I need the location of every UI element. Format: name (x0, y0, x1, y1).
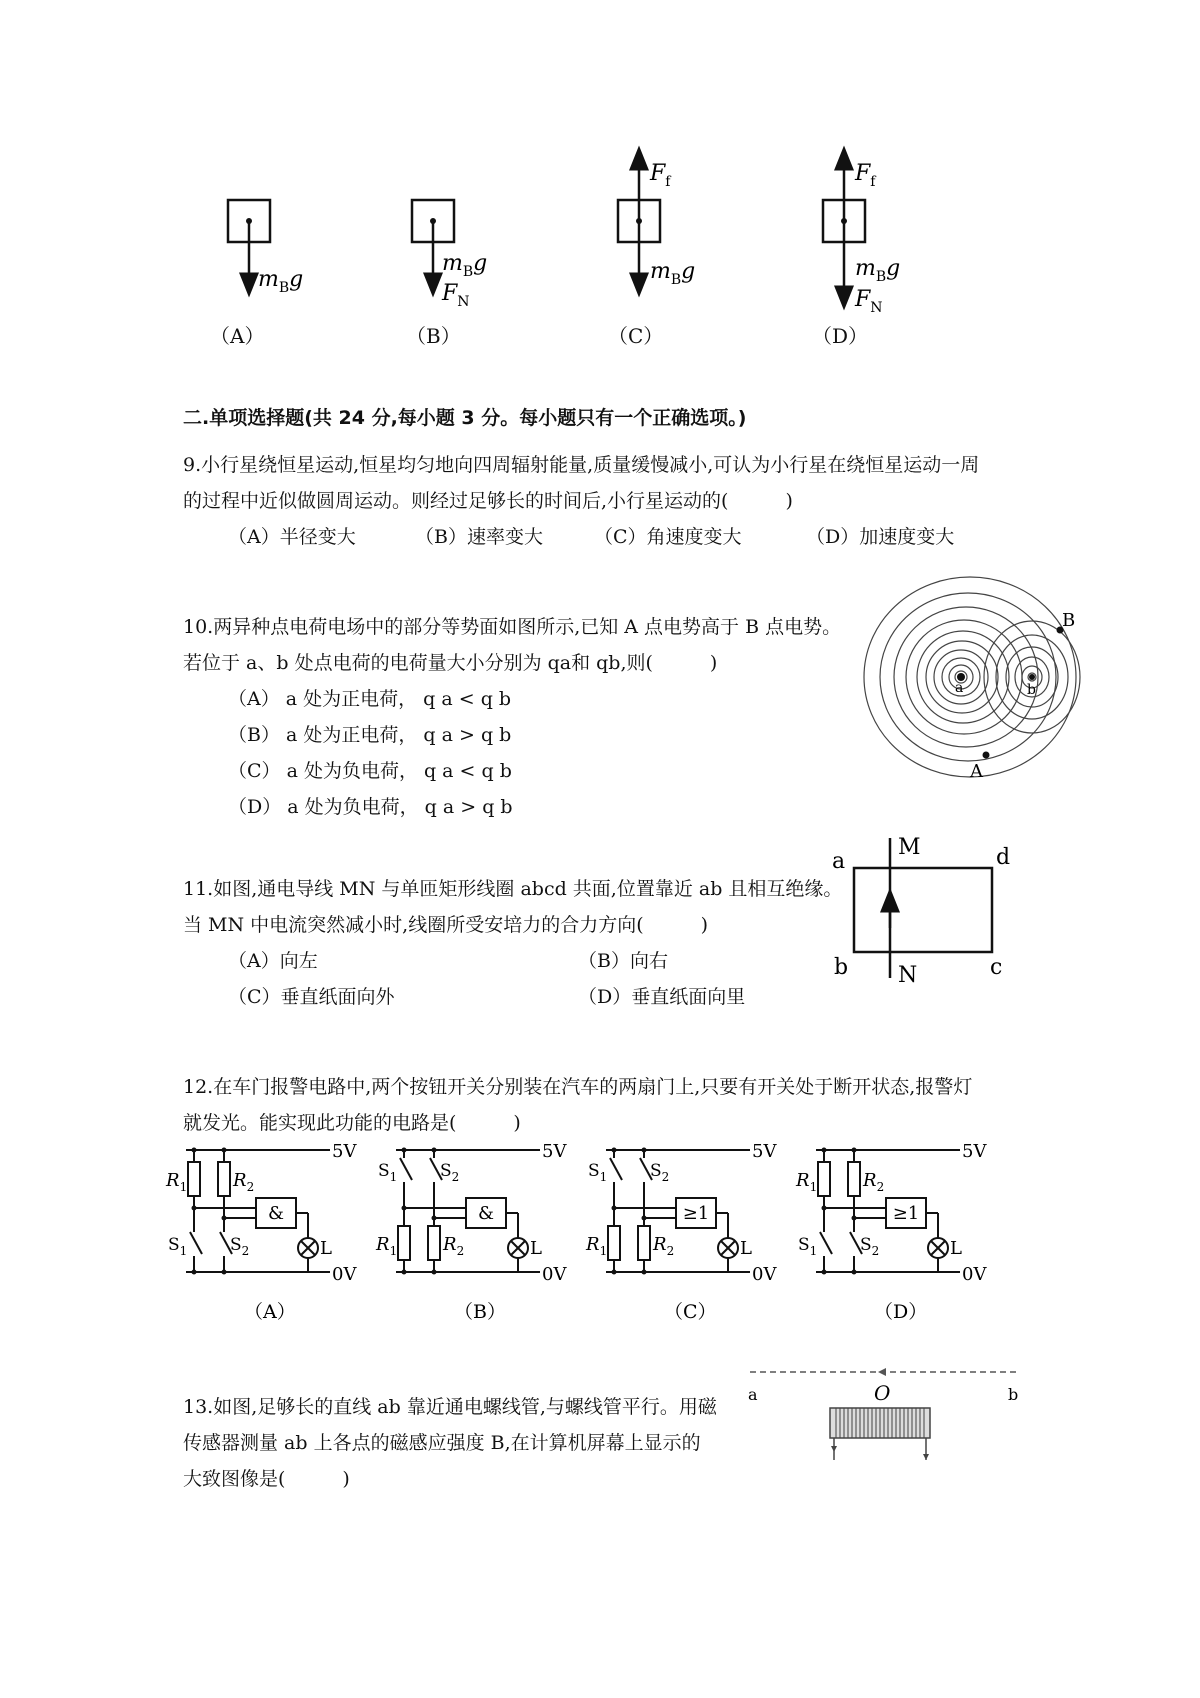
label-a: a (832, 849, 846, 874)
label-5v: 5V (542, 1141, 567, 1162)
circuit-label: （B） (454, 1301, 506, 1323)
q11-line2: 当 MN 中电流突然减小时,线圈所受安培力的合力方向( ) (183, 914, 709, 936)
label-b: b (834, 955, 849, 980)
fbd-c-weight: $m_Bg$ (650, 259, 696, 288)
resistor-r2: $R_2$ (653, 1234, 675, 1258)
equipotential-figure (862, 572, 1088, 782)
charge-b-dot (1029, 674, 1035, 680)
resistor-r2: $R_2$ (233, 1170, 255, 1194)
q12-line2: 就发光。能实现此功能的电路是( ) (183, 1112, 521, 1134)
resistor-r2: $R_2$ (863, 1170, 885, 1194)
switch-s1: $S_1$ (798, 1235, 818, 1258)
label-5v: 5V (962, 1141, 987, 1162)
point-a-label: A (970, 761, 983, 782)
coil-figure (830, 828, 1020, 988)
fbd-a (228, 200, 303, 296)
label-c: c (990, 955, 1003, 980)
switch-s2: $S_2$ (440, 1161, 460, 1184)
label-0v: 0V (752, 1264, 777, 1285)
circuit-label: （A） (244, 1301, 296, 1323)
section-title: 二.单项选择题(共 24 分,每小题 3 分。每小题只有一个正确选项。) (183, 407, 747, 429)
fbd-b (412, 200, 487, 310)
label-m: M (898, 835, 921, 860)
fbd-label-d: （D） (812, 324, 869, 348)
q9-line1: 9.小行星绕恒星运动,恒星均匀地向四周辐射能量,质量缓慢减小,可认为小行星在绕恒星运动一周 (183, 454, 980, 476)
fbd-a-weight: $m_Bg$ (258, 267, 304, 296)
lamp-label: L (320, 1238, 332, 1259)
fbd-svg (0, 140, 1200, 360)
label-0v: 0V (332, 1264, 357, 1285)
switch-s1: $S_1$ (168, 1235, 188, 1258)
q10-line2: 若位于 a、b 处点电荷的电荷量大小分别为 qa和 qb,则( ) (183, 652, 718, 674)
gate-symbol: & (267, 1203, 285, 1224)
switch-s1: $S_1$ (588, 1161, 608, 1184)
label-0v: 0V (542, 1264, 567, 1285)
fbd-label-b: （B） (406, 324, 461, 348)
resistor-r2: $R_2$ (443, 1234, 465, 1258)
q11-line1: 11.如图,通电导线 MN 与单匝矩形线圈 abcd 共面,位置靠近 ab 且相互绝缘。 (183, 878, 843, 900)
q10-option-d: （D） a 处为负电荷， q a > q b (228, 796, 513, 818)
q13-line1: 13.如图,足够长的直线 ab 靠近通电螺线管,与螺线管平行。用磁 (183, 1396, 717, 1418)
label-n: N (898, 963, 918, 988)
circuit-c (585, 1141, 777, 1323)
q13-line3: 大致图像是( ) (183, 1468, 350, 1490)
q9-option-d: （D）加速度变大 (806, 526, 955, 548)
q11-option-b: （B）向右 (578, 950, 668, 972)
fbd-d-friction: $F_f$ (855, 161, 876, 190)
q11-option-c: （C）垂直纸面向外 (228, 986, 395, 1008)
coil-svg (830, 828, 1020, 988)
point-a-dot (983, 752, 990, 759)
circuit-a (165, 1141, 357, 1323)
lamp-label: L (740, 1238, 752, 1259)
q13-line2: 传感器测量 ab 上各点的磁感应强度 B,在计算机屏幕上显示的 (183, 1432, 701, 1454)
label-5v: 5V (752, 1141, 777, 1162)
circuit-label: （D） (874, 1301, 928, 1323)
circuits-row (166, 1140, 1030, 1330)
q11-option-d: （D）垂直纸面向里 (578, 986, 746, 1008)
charge-b-label: b (1027, 682, 1036, 698)
q10-option-b: （B） a 处为正电荷， q a > q b (228, 724, 512, 746)
lamp-label: L (950, 1238, 962, 1259)
q9-option-a: （A）半径变大 (228, 526, 356, 548)
switch-s2: $S_2$ (860, 1235, 880, 1258)
circuit-label: （C） (664, 1301, 717, 1323)
q10-option-c: （C） a 处为负电荷， q a < q b (228, 760, 512, 782)
fbd-c (618, 158, 695, 288)
label-0v: 0V (962, 1264, 987, 1285)
q9-option-c: （C）角速度变大 (594, 526, 742, 548)
fbd-b-normal: $F_N$ (442, 281, 470, 310)
free-body-diagrams (0, 140, 1200, 360)
resistor-r1: $R_1$ (796, 1170, 818, 1194)
solenoid-figure (746, 1360, 1022, 1470)
label-5v: 5V (332, 1141, 357, 1162)
fbd-label-a: （A） (210, 324, 265, 348)
solenoid-svg (746, 1360, 1022, 1470)
switch-s2: $S_2$ (230, 1235, 250, 1258)
gate-symbol: & (477, 1203, 495, 1224)
lamp-label: L (530, 1238, 542, 1259)
fbd-d-normal: $F_N$ (855, 287, 883, 316)
q10-line1: 10.两异种点电荷电场中的部分等势面如图所示,已知 A 点电势高于 B 点电势。 (183, 616, 842, 638)
resistor-r1: $R_1$ (586, 1234, 608, 1258)
q9-option-b: （B）速率变大 (415, 526, 543, 548)
q12-line1: 12.在车门报警电路中,两个按钮开关分别装在汽车的两扇门上,只要有开关处于断开状态,报警灯 (183, 1076, 973, 1098)
label-d: d (996, 845, 1011, 870)
switch-s1: $S_1$ (378, 1161, 398, 1184)
q9-line2: 的过程中近似做圆周运动。则经过足够长的时间后,小行星运动的( ) (183, 490, 793, 512)
fbd-c-friction: $F_f$ (650, 161, 671, 190)
gate-symbol: ≥1 (682, 1203, 710, 1224)
q10-option-a: （A） a 处为正电荷， q a < q b (228, 688, 512, 710)
fbd-b-weight: $m_Bg$ (442, 251, 488, 280)
q11-option-a: （A）向左 (228, 950, 318, 972)
solenoid-label-a: a (748, 1385, 758, 1404)
resistor-r1: $R_1$ (166, 1170, 188, 1194)
circuits-svg (166, 1140, 1030, 1330)
solenoid-label-b: b (1008, 1385, 1019, 1404)
fbd-label-c: （C） (608, 324, 664, 348)
fbd-d-weight: $m_Bg$ (855, 256, 901, 285)
gate-symbol: ≥1 (892, 1203, 920, 1224)
switch-s2: $S_2$ (650, 1161, 670, 1184)
equipotential-svg (862, 572, 1088, 782)
point-b-label: B (1062, 610, 1076, 631)
resistor-r1: $R_1$ (376, 1234, 398, 1258)
charge-a-label: a (955, 680, 964, 696)
circuit-d (795, 1141, 987, 1323)
fbd-d (823, 158, 900, 316)
solenoid-label-o: O (874, 1381, 891, 1405)
circuit-b (375, 1141, 567, 1323)
